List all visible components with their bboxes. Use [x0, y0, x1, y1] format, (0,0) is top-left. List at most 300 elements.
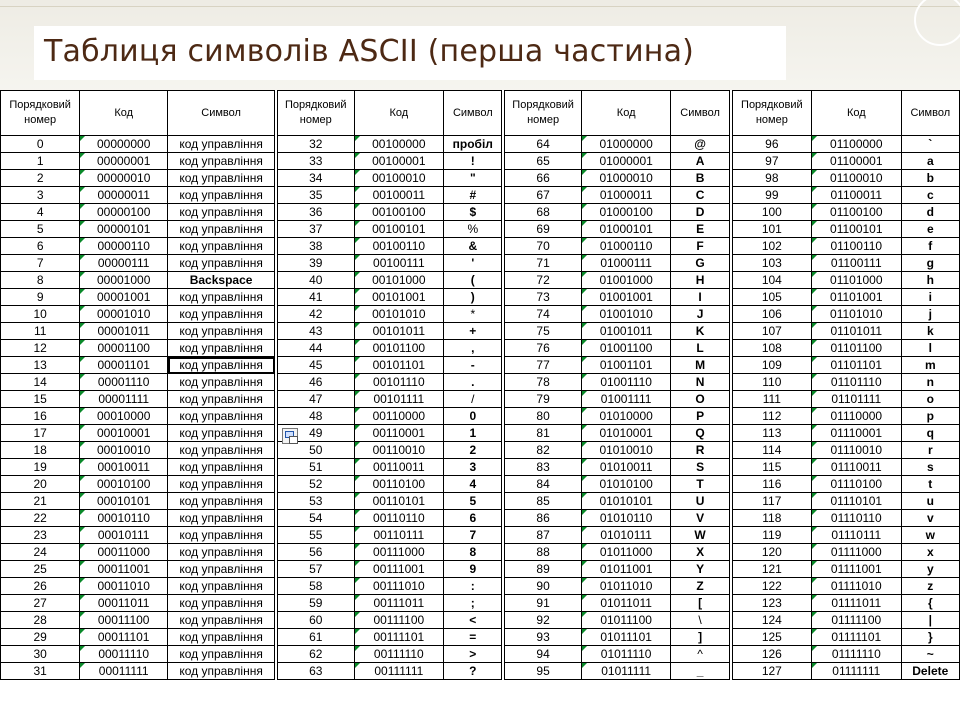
- cell-symbol[interactable]: код управління: [168, 459, 275, 476]
- cell-code[interactable]: 01001100: [581, 340, 671, 357]
- cell-code[interactable]: 00100100: [354, 204, 444, 221]
- cell-symbol[interactable]: M: [671, 357, 729, 374]
- cell-number[interactable]: 126: [732, 646, 811, 663]
- cell-number[interactable]: 112: [732, 408, 811, 425]
- cell-code[interactable]: 01000111: [581, 255, 671, 272]
- cell-code[interactable]: 01101101: [812, 357, 902, 374]
- cell-code[interactable]: 00111110: [354, 646, 444, 663]
- cell-number[interactable]: 110: [732, 374, 811, 391]
- cell-number[interactable]: 25: [1, 561, 80, 578]
- cell-number[interactable]: 127: [732, 663, 811, 680]
- cell-number[interactable]: 56: [278, 544, 354, 561]
- cell-number[interactable]: 105: [732, 289, 811, 306]
- cell-number[interactable]: 48: [278, 408, 354, 425]
- cell-number[interactable]: 40: [278, 272, 354, 289]
- cell-symbol[interactable]: код управління: [168, 238, 275, 255]
- cell-code[interactable]: 00010010: [80, 442, 168, 459]
- cell-code[interactable]: 00101111: [354, 391, 444, 408]
- cell-code[interactable]: 00111010: [354, 578, 444, 595]
- cell-symbol[interactable]: V: [671, 510, 729, 527]
- cell-code[interactable]: 00011100: [80, 612, 168, 629]
- cell-number[interactable]: 54: [278, 510, 354, 527]
- cell-symbol[interactable]: T: [671, 476, 729, 493]
- cell-number[interactable]: 77: [505, 357, 581, 374]
- cell-symbol[interactable]: v: [901, 510, 959, 527]
- cell-code[interactable]: 01000100: [581, 204, 671, 221]
- cell-symbol[interactable]: b: [901, 170, 959, 187]
- cell-number[interactable]: 73: [505, 289, 581, 306]
- cell-number[interactable]: 88: [505, 544, 581, 561]
- cell-symbol[interactable]: код управління: [168, 578, 275, 595]
- cell-number[interactable]: 41: [278, 289, 354, 306]
- cell-symbol[interactable]: U: [671, 493, 729, 510]
- cell-code[interactable]: 01010110: [581, 510, 671, 527]
- cell-number[interactable]: 82: [505, 442, 581, 459]
- cell-code[interactable]: 01000000: [581, 136, 671, 153]
- cell-code[interactable]: 00111000: [354, 544, 444, 561]
- cell-code[interactable]: 00101101: [354, 357, 444, 374]
- cell-number[interactable]: 1: [1, 153, 80, 170]
- cell-number[interactable]: 100: [732, 204, 811, 221]
- cell-code[interactable]: 00111111: [354, 663, 444, 680]
- cell-code[interactable]: 01111001: [812, 561, 902, 578]
- cell-number[interactable]: 12: [1, 340, 80, 357]
- cell-symbol[interactable]: код управління: [168, 629, 275, 646]
- cell-code[interactable]: 00011101: [80, 629, 168, 646]
- cell-symbol[interactable]: <: [444, 612, 502, 629]
- cell-code[interactable]: 01010010: [581, 442, 671, 459]
- cell-code[interactable]: 01010011: [581, 459, 671, 476]
- cell-number[interactable]: 65: [505, 153, 581, 170]
- cell-code[interactable]: 01011000: [581, 544, 671, 561]
- cell-symbol[interactable]: 3: [444, 459, 502, 476]
- cell-symbol[interactable]: &: [444, 238, 502, 255]
- cell-symbol[interactable]: $: [444, 204, 502, 221]
- cell-code[interactable]: 00001011: [80, 323, 168, 340]
- cell-number[interactable]: 122: [732, 578, 811, 595]
- cell-code[interactable]: 01001000: [581, 272, 671, 289]
- cell-code[interactable]: 01000001: [581, 153, 671, 170]
- cell-code[interactable]: 01101000: [812, 272, 902, 289]
- cell-number[interactable]: 68: [505, 204, 581, 221]
- cell-symbol[interactable]: e: [901, 221, 959, 238]
- cell-code[interactable]: 01101001: [812, 289, 902, 306]
- cell-code[interactable]: 00001111: [80, 391, 168, 408]
- cell-number[interactable]: 57: [278, 561, 354, 578]
- cell-code[interactable]: 01110100: [812, 476, 902, 493]
- cell-code[interactable]: 00101010: [354, 306, 444, 323]
- cell-symbol[interactable]: ?: [444, 663, 502, 680]
- cell-number[interactable]: 92: [505, 612, 581, 629]
- cell-symbol[interactable]: код управління: [168, 612, 275, 629]
- cell-number[interactable]: 39: [278, 255, 354, 272]
- cell-code[interactable]: 01100001: [812, 153, 902, 170]
- cell-number[interactable]: 95: [505, 663, 581, 680]
- cell-symbol[interactable]: `: [901, 136, 959, 153]
- cell-symbol[interactable]: -: [444, 357, 502, 374]
- cell-code[interactable]: 00010011: [80, 459, 168, 476]
- cell-symbol[interactable]: код управління: [168, 340, 275, 357]
- cell-number[interactable]: 64: [505, 136, 581, 153]
- cell-number[interactable]: 2: [1, 170, 80, 187]
- cell-code[interactable]: 00111011: [354, 595, 444, 612]
- cell-symbol[interactable]: код управління: [168, 170, 275, 187]
- cell-symbol[interactable]: 1: [444, 425, 502, 442]
- cell-number[interactable]: 15: [1, 391, 80, 408]
- cell-symbol[interactable]: код управління: [168, 527, 275, 544]
- cell-number[interactable]: 19: [1, 459, 80, 476]
- cell-code[interactable]: 01111101: [812, 629, 902, 646]
- cell-number[interactable]: 93: [505, 629, 581, 646]
- cell-symbol[interactable]: a: [901, 153, 959, 170]
- cell-symbol[interactable]: .: [444, 374, 502, 391]
- cell-symbol[interactable]: код управління: [168, 323, 275, 340]
- cell-number[interactable]: 67: [505, 187, 581, 204]
- cell-code[interactable]: 00001110: [80, 374, 168, 391]
- cell-symbol[interactable]: ;: [444, 595, 502, 612]
- cell-number[interactable]: 109: [732, 357, 811, 374]
- cell-code[interactable]: 00001000: [80, 272, 168, 289]
- cell-number[interactable]: 23: [1, 527, 80, 544]
- cell-symbol[interactable]: код управління: [168, 663, 275, 680]
- cell-number[interactable]: 21: [1, 493, 80, 510]
- cell-symbol[interactable]: /: [444, 391, 502, 408]
- cell-code[interactable]: 00110111: [354, 527, 444, 544]
- cell-code[interactable]: 01001111: [581, 391, 671, 408]
- cell-code[interactable]: 00000001: [80, 153, 168, 170]
- cell-code[interactable]: 00110000: [354, 408, 444, 425]
- cell-symbol[interactable]: j: [901, 306, 959, 323]
- cell-symbol[interactable]: _: [671, 663, 729, 680]
- cell-code[interactable]: 01111010: [812, 578, 902, 595]
- cell-symbol[interactable]: =: [444, 629, 502, 646]
- cell-number[interactable]: 38: [278, 238, 354, 255]
- cell-symbol[interactable]: ): [444, 289, 502, 306]
- cell-symbol[interactable]: код управління: [168, 595, 275, 612]
- cell-symbol[interactable]: B: [671, 170, 729, 187]
- cell-code[interactable]: 00101000: [354, 272, 444, 289]
- cell-code[interactable]: 00000110: [80, 238, 168, 255]
- cell-symbol[interactable]: D: [671, 204, 729, 221]
- cell-code[interactable]: 01001110: [581, 374, 671, 391]
- cell-number[interactable]: 113: [732, 425, 811, 442]
- cell-code[interactable]: 00100000: [354, 136, 444, 153]
- cell-symbol[interactable]: код управління: [168, 510, 275, 527]
- cell-code[interactable]: 00010001: [80, 425, 168, 442]
- cell-code[interactable]: 01111000: [812, 544, 902, 561]
- cell-code[interactable]: 01110101: [812, 493, 902, 510]
- cell-number[interactable]: 58: [278, 578, 354, 595]
- cell-number[interactable]: 119: [732, 527, 811, 544]
- cell-number[interactable]: 107: [732, 323, 811, 340]
- cell-code[interactable]: 00110001: [354, 425, 444, 442]
- cell-symbol[interactable]: код управління: [168, 255, 275, 272]
- cell-code[interactable]: 00101011: [354, 323, 444, 340]
- cell-number[interactable]: 55: [278, 527, 354, 544]
- cell-code[interactable]: 00010100: [80, 476, 168, 493]
- cell-symbol[interactable]: Backspace: [168, 272, 275, 289]
- cell-number[interactable]: 35: [278, 187, 354, 204]
- cell-number[interactable]: 90: [505, 578, 581, 595]
- cell-symbol[interactable]: код управління: [168, 187, 275, 204]
- cell-code[interactable]: 00011001: [80, 561, 168, 578]
- cell-code[interactable]: 01100010: [812, 170, 902, 187]
- cell-symbol[interactable]: 7: [444, 527, 502, 544]
- cell-number[interactable]: 13: [1, 357, 80, 374]
- cell-number[interactable]: 47: [278, 391, 354, 408]
- cell-code[interactable]: 00111100: [354, 612, 444, 629]
- cell-symbol[interactable]: Delete: [901, 663, 959, 680]
- cell-code[interactable]: 01110111: [812, 527, 902, 544]
- cell-symbol[interactable]: 5: [444, 493, 502, 510]
- cell-number[interactable]: 75: [505, 323, 581, 340]
- cell-code[interactable]: 01101010: [812, 306, 902, 323]
- cell-number[interactable]: 101: [732, 221, 811, 238]
- cell-symbol[interactable]: c: [901, 187, 959, 204]
- cell-symbol[interactable]: код управління: [168, 374, 275, 391]
- cell-number[interactable]: 5: [1, 221, 80, 238]
- cell-symbol[interactable]: Q: [671, 425, 729, 442]
- cell-code[interactable]: 00001101: [80, 357, 168, 374]
- cell-code[interactable]: 00011000: [80, 544, 168, 561]
- cell-code[interactable]: 01100100: [812, 204, 902, 221]
- cell-code[interactable]: 01011110: [581, 646, 671, 663]
- cell-code[interactable]: 01101111: [812, 391, 902, 408]
- cell-code[interactable]: 01110001: [812, 425, 902, 442]
- cell-code[interactable]: 01110110: [812, 510, 902, 527]
- cell-symbol[interactable]: Y: [671, 561, 729, 578]
- cell-symbol[interactable]: 0: [444, 408, 502, 425]
- cell-code[interactable]: 01100011: [812, 187, 902, 204]
- cell-symbol[interactable]: код управління: [168, 153, 275, 170]
- cell-symbol[interactable]: p: [901, 408, 959, 425]
- cell-number[interactable]: 85: [505, 493, 581, 510]
- cell-symbol[interactable]: r: [901, 442, 959, 459]
- cell-code[interactable]: 00010000: [80, 408, 168, 425]
- cell-symbol[interactable]: код управління: [168, 306, 275, 323]
- cell-code[interactable]: 01110010: [812, 442, 902, 459]
- cell-symbol[interactable]: код управління: [168, 425, 275, 442]
- cell-number[interactable]: 84: [505, 476, 581, 493]
- cell-symbol[interactable]: W: [671, 527, 729, 544]
- cell-number[interactable]: 80: [505, 408, 581, 425]
- cell-code[interactable]: 00110101: [354, 493, 444, 510]
- cell-symbol[interactable]: X: [671, 544, 729, 561]
- cell-number[interactable]: 102: [732, 238, 811, 255]
- cell-symbol[interactable]: 6: [444, 510, 502, 527]
- cell-code[interactable]: 01101100: [812, 340, 902, 357]
- cell-symbol[interactable]: N: [671, 374, 729, 391]
- cell-symbol[interactable]: код управління: [168, 408, 275, 425]
- cell-number[interactable]: 106: [732, 306, 811, 323]
- cell-number[interactable]: 117: [732, 493, 811, 510]
- cell-code[interactable]: 01000110: [581, 238, 671, 255]
- cell-symbol[interactable]: G: [671, 255, 729, 272]
- cell-number[interactable]: 78: [505, 374, 581, 391]
- cell-symbol[interactable]: ~: [901, 646, 959, 663]
- cell-symbol[interactable]: s: [901, 459, 959, 476]
- cell-number[interactable]: 97: [732, 153, 811, 170]
- cell-code[interactable]: 01101011: [812, 323, 902, 340]
- cell-code[interactable]: 00000010: [80, 170, 168, 187]
- cell-symbol[interactable]: %: [444, 221, 502, 238]
- cell-number[interactable]: 28: [1, 612, 80, 629]
- cell-symbol[interactable]: ^: [671, 646, 729, 663]
- cell-number[interactable]: 31: [1, 663, 80, 680]
- cell-number[interactable]: 51: [278, 459, 354, 476]
- cell-symbol[interactable]: :: [444, 578, 502, 595]
- cell-symbol[interactable]: код управління: [168, 442, 275, 459]
- cell-number[interactable]: 27: [1, 595, 80, 612]
- cell-symbol[interactable]: h: [901, 272, 959, 289]
- cell-number[interactable]: 66: [505, 170, 581, 187]
- cell-number[interactable]: 29: [1, 629, 80, 646]
- cell-code[interactable]: 00101110: [354, 374, 444, 391]
- cell-code[interactable]: 00101100: [354, 340, 444, 357]
- cell-code[interactable]: 01101110: [812, 374, 902, 391]
- cell-symbol[interactable]: #: [444, 187, 502, 204]
- cell-code[interactable]: 01001011: [581, 323, 671, 340]
- cell-symbol[interactable]: ': [444, 255, 502, 272]
- cell-symbol[interactable]: S: [671, 459, 729, 476]
- cell-code[interactable]: 01011010: [581, 578, 671, 595]
- cell-code[interactable]: 00110110: [354, 510, 444, 527]
- cell-number[interactable]: 125: [732, 629, 811, 646]
- cell-number[interactable]: 33: [278, 153, 354, 170]
- cell-code[interactable]: 00100011: [354, 187, 444, 204]
- cell-symbol[interactable]: 9: [444, 561, 502, 578]
- cell-code[interactable]: 01000101: [581, 221, 671, 238]
- cell-symbol[interactable]: +: [444, 323, 502, 340]
- cell-symbol[interactable]: [: [671, 595, 729, 612]
- cell-number[interactable]: 63: [278, 663, 354, 680]
- cell-code[interactable]: 01010000: [581, 408, 671, 425]
- cell-symbol[interactable]: I: [671, 289, 729, 306]
- cell-symbol[interactable]: {: [901, 595, 959, 612]
- cell-symbol[interactable]: P: [671, 408, 729, 425]
- cell-number[interactable]: 83: [505, 459, 581, 476]
- cell-symbol[interactable]: L: [671, 340, 729, 357]
- cell-code[interactable]: 01001001: [581, 289, 671, 306]
- cell-code[interactable]: 00010101: [80, 493, 168, 510]
- cell-number[interactable]: 108: [732, 340, 811, 357]
- cell-number[interactable]: 4: [1, 204, 80, 221]
- cell-code[interactable]: 00000111: [80, 255, 168, 272]
- cell-number[interactable]: 74: [505, 306, 581, 323]
- cell-number[interactable]: 118: [732, 510, 811, 527]
- cell-number[interactable]: 89: [505, 561, 581, 578]
- cell-number[interactable]: 11: [1, 323, 80, 340]
- cell-symbol[interactable]: ]: [671, 629, 729, 646]
- cell-symbol[interactable]: O: [671, 391, 729, 408]
- cell-number[interactable]: 30: [1, 646, 80, 663]
- cell-number[interactable]: 91: [505, 595, 581, 612]
- cell-code[interactable]: 00011010: [80, 578, 168, 595]
- cell-number[interactable]: 7: [1, 255, 80, 272]
- cell-number[interactable]: 43: [278, 323, 354, 340]
- cell-number[interactable]: 111: [732, 391, 811, 408]
- cell-symbol[interactable]: *: [444, 306, 502, 323]
- cell-symbol[interactable]: код управління: [168, 561, 275, 578]
- cell-symbol[interactable]: F: [671, 238, 729, 255]
- cell-symbol[interactable]: C: [671, 187, 729, 204]
- cell-symbol[interactable]: o: [901, 391, 959, 408]
- cell-symbol[interactable]: H: [671, 272, 729, 289]
- cell-number[interactable]: 70: [505, 238, 581, 255]
- cell-symbol[interactable]: Z: [671, 578, 729, 595]
- cell-symbol[interactable]: A: [671, 153, 729, 170]
- cell-symbol[interactable]: код управління: [168, 221, 275, 238]
- cell-symbol[interactable]: ,: [444, 340, 502, 357]
- cell-code[interactable]: 01010101: [581, 493, 671, 510]
- cell-symbol[interactable]: t: [901, 476, 959, 493]
- cell-symbol[interactable]: код управління: [168, 357, 275, 374]
- cell-code[interactable]: 01000010: [581, 170, 671, 187]
- cell-number[interactable]: 50: [278, 442, 354, 459]
- cell-code[interactable]: 01100110: [812, 238, 902, 255]
- cell-symbol[interactable]: @: [671, 136, 729, 153]
- cell-symbol[interactable]: l: [901, 340, 959, 357]
- cell-number[interactable]: 18: [1, 442, 80, 459]
- cell-number[interactable]: 45: [278, 357, 354, 374]
- cell-number[interactable]: 17: [1, 425, 80, 442]
- cell-symbol[interactable]: f: [901, 238, 959, 255]
- cell-number[interactable]: 60: [278, 612, 354, 629]
- cell-number[interactable]: 9: [1, 289, 80, 306]
- cell-code[interactable]: 01011100: [581, 612, 671, 629]
- cell-symbol[interactable]: k: [901, 323, 959, 340]
- cell-code[interactable]: 01010111: [581, 527, 671, 544]
- cell-number[interactable]: 71: [505, 255, 581, 272]
- cell-symbol[interactable]: !: [444, 153, 502, 170]
- cell-number[interactable]: 34: [278, 170, 354, 187]
- cell-number[interactable]: 96: [732, 136, 811, 153]
- cell-symbol[interactable]: код управління: [168, 204, 275, 221]
- cell-number[interactable]: 26: [1, 578, 80, 595]
- cell-number[interactable]: 98: [732, 170, 811, 187]
- cell-number[interactable]: 20: [1, 476, 80, 493]
- cell-code[interactable]: 00010110: [80, 510, 168, 527]
- cell-symbol[interactable]: код управління: [168, 493, 275, 510]
- cell-number[interactable]: 22: [1, 510, 80, 527]
- cell-symbol[interactable]: 2: [444, 442, 502, 459]
- cell-number[interactable]: 16: [1, 408, 80, 425]
- paste-options-icon[interactable]: [282, 428, 298, 444]
- cell-number[interactable]: 99: [732, 187, 811, 204]
- cell-symbol[interactable]: K: [671, 323, 729, 340]
- cell-code[interactable]: 01111011: [812, 595, 902, 612]
- cell-symbol[interactable]: x: [901, 544, 959, 561]
- cell-number[interactable]: 86: [505, 510, 581, 527]
- cell-number[interactable]: 52: [278, 476, 354, 493]
- cell-number[interactable]: 120: [732, 544, 811, 561]
- cell-code[interactable]: 01000011: [581, 187, 671, 204]
- cell-symbol[interactable]: >: [444, 646, 502, 663]
- cell-symbol[interactable]: код управління: [168, 136, 275, 153]
- cell-symbol[interactable]: R: [671, 442, 729, 459]
- cell-code[interactable]: 00011011: [80, 595, 168, 612]
- cell-number[interactable]: 44: [278, 340, 354, 357]
- cell-symbol[interactable]: E: [671, 221, 729, 238]
- cell-symbol[interactable]: пробіл: [444, 136, 502, 153]
- cell-code[interactable]: 00101001: [354, 289, 444, 306]
- cell-number[interactable]: 46: [278, 374, 354, 391]
- cell-symbol[interactable]: код управління: [168, 289, 275, 306]
- cell-symbol[interactable]: n: [901, 374, 959, 391]
- cell-symbol[interactable]: 8: [444, 544, 502, 561]
- cell-number[interactable]: 32: [278, 136, 354, 153]
- cell-symbol[interactable]: y: [901, 561, 959, 578]
